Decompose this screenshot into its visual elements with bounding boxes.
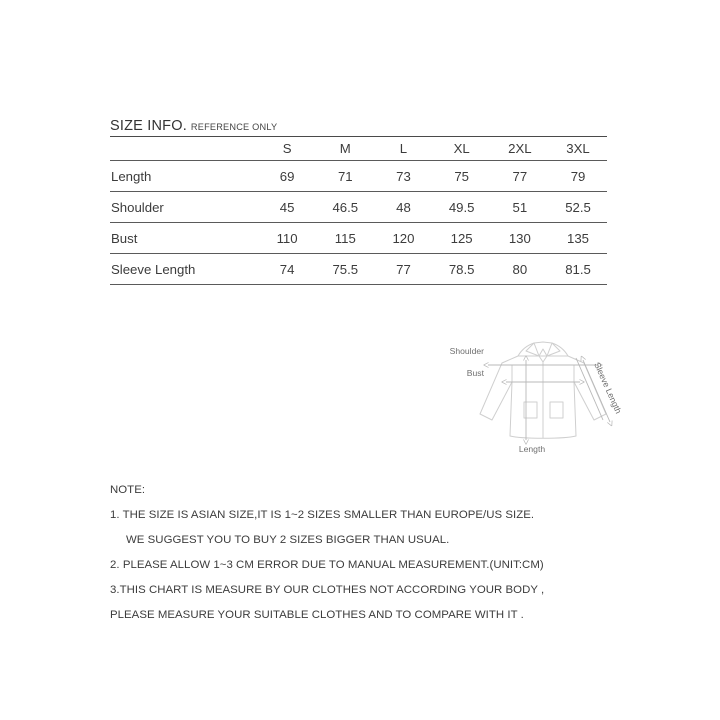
row-label-bust: Bust: [111, 230, 138, 246]
measurement-guides: [488, 358, 610, 440]
diagram-label-sleeve-length: Sleeve Length: [592, 360, 624, 416]
table-row: [110, 161, 607, 192]
note-line-1: 1. THE SIZE IS ASIAN SIZE,IT IS 1~2 SIZES SMALLER THAN EUROPE/US SIZE.: [110, 509, 535, 521]
cell-shoulder-2xl: 51: [512, 199, 528, 215]
cell-sleeve-length-3xl: 81.5: [565, 261, 591, 277]
table-row: [110, 254, 607, 285]
cell-shoulder-m: 46.5: [332, 199, 359, 215]
column-header-measurement: [110, 136, 258, 161]
jacket-outline-icon: [480, 342, 606, 438]
column-header-m: M: [339, 140, 351, 156]
table-row: [110, 223, 607, 254]
cell-shoulder-s: 45: [279, 199, 295, 215]
cell-bust-m: 115: [334, 230, 356, 246]
row-label-sleeve-length: Sleeve Length: [111, 261, 196, 277]
page-title: [110, 118, 607, 137]
page-title-subtitle: REFERENCE ONLY: [190, 122, 278, 132]
column-header-l: L: [399, 140, 408, 156]
row-label-shoulder: Shoulder: [111, 199, 164, 215]
cell-length-2xl: 77: [512, 168, 528, 184]
cell-length-3xl: 79: [570, 168, 586, 184]
cell-sleeve-length-xl: 78.5: [448, 261, 475, 277]
cell-sleeve-length-2xl: 80: [512, 261, 528, 277]
cell-bust-3xl: 135: [567, 230, 590, 246]
column-header-2xl: 2XL: [508, 140, 532, 156]
size-chart-table: [110, 136, 607, 285]
note-line-3-continued: PLEASE MEASURE YOUR SUITABLE CLOTHES AND TO COMPARE WITH IT .: [110, 609, 524, 621]
table-header-row: [110, 136, 607, 161]
diagram-label-bust: Bust: [466, 368, 484, 378]
row-label-length: Length: [111, 168, 152, 184]
notes-heading: NOTE:: [110, 484, 146, 496]
cell-shoulder-xl: 49.5: [448, 199, 475, 215]
cell-sleeve-length-l: 77: [396, 261, 411, 277]
note-line-2: 2. PLEASE ALLOW 1~3 CM ERROR DUE TO MANUAL MEASUREMENT.(UNIT:CM): [110, 559, 544, 571]
cell-length-xl: 75: [454, 168, 469, 184]
column-header-xl: XL: [453, 140, 470, 156]
cell-length-l: 73: [396, 168, 411, 184]
cell-sleeve-length-m: 75.5: [332, 261, 359, 277]
cell-bust-xl: 125: [450, 230, 473, 246]
cell-shoulder-3xl: 52.5: [565, 199, 591, 215]
cell-bust-2xl: 130: [508, 230, 531, 246]
cell-bust-s: 110: [276, 230, 298, 246]
page-title-main: SIZE INFO.: [110, 118, 187, 134]
table-row: [110, 192, 607, 223]
diagram-label-shoulder: Shoulder: [449, 346, 484, 356]
cell-length-m: 71: [337, 168, 353, 184]
note-line-1-continued: WE SUGGEST YOU TO BUY 2 SIZES BIGGER THAN USUAL.: [126, 534, 450, 546]
cell-sleeve-length-s: 74: [279, 261, 295, 277]
cell-bust-l: 120: [392, 230, 415, 246]
jacket-measurement-diagram: [440, 318, 640, 468]
cell-shoulder-l: 48: [396, 199, 411, 215]
column-header-3xl: 3XL: [566, 140, 590, 156]
column-header-s: S: [282, 140, 292, 156]
cell-length-s: 69: [279, 168, 295, 184]
note-line-3: 3.THIS CHART IS MEASURE BY OUR CLOTHES NOT ACCORDING YOUR BODY ,: [110, 584, 545, 596]
notes-section: [110, 478, 630, 628]
diagram-label-length: Length: [518, 444, 546, 454]
